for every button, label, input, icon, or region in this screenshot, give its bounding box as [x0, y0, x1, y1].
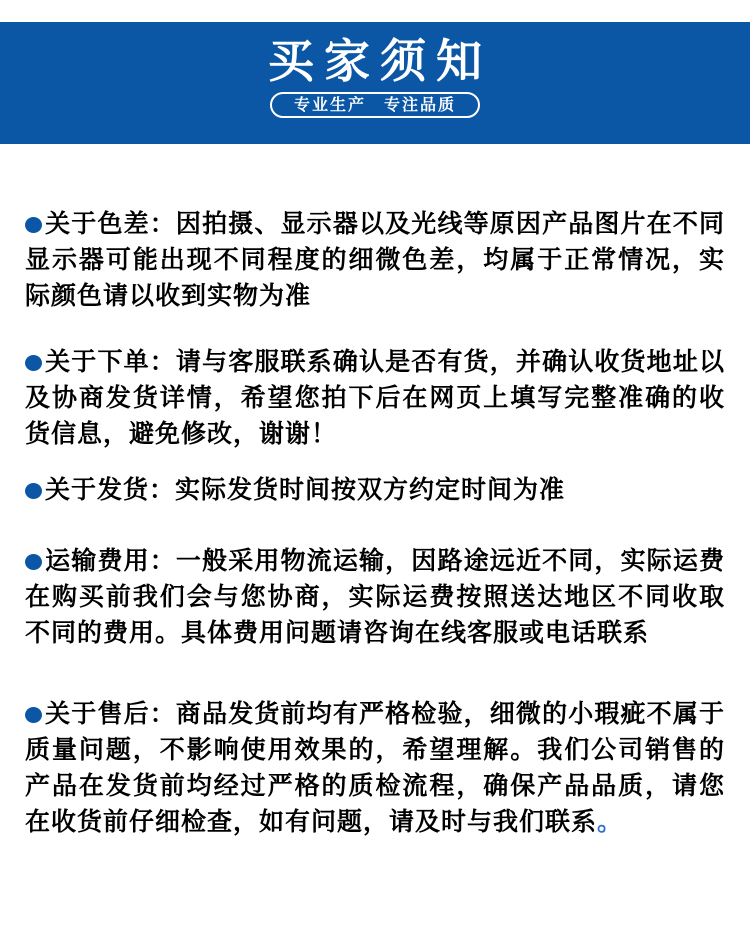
- notice-text: 关于下单：请与客服联系确认是否有货，并确认收货地址以及协商发货详情，希望您拍下后在网页上填写完整准确的收货信息，避免修改，谢谢！: [25, 348, 725, 448]
- notice-text: 运输费用：一般采用物流运输，因路途远近不同，实际运费在购买前我们会与您协商，实际运费按照送达地区不同收取不同的费用。具体费用问题请咨询在线客服或电话联系: [25, 547, 725, 647]
- notice-text: 关于发货：实际发货时间按双方约定时间为准: [45, 476, 566, 504]
- bullet-icon: [25, 554, 42, 570]
- header-banner: [0, 22, 750, 144]
- bullet-icon: [25, 707, 42, 723]
- notice-list: [0, 206, 750, 900]
- notice-ordering: [25, 344, 725, 452]
- notice-text: 关于色差：因拍摄、显示器以及光线等原因产品图片在不同显示器可能出现不同程度的细微色差，均属于正常情况，实际颜色请以收到实物为准: [25, 210, 725, 310]
- notice-after-sales: [25, 696, 725, 840]
- notice-freight-cost: [25, 543, 725, 651]
- bullet-icon: [25, 483, 42, 499]
- notice-text: 关于售后：商品发货前均有严格检验，细微的小瑕疵不属于质量问题，不影响使用效果的，希望理解。我们公司销售的产品在发货前均经过严格的质检流程，确保产品品质，请您在收货前仔细检查，如有问题，请及时与我们联系: [25, 700, 725, 836]
- notice-color-difference: [25, 206, 725, 314]
- page-title: 买家须知: [268, 35, 492, 87]
- subtitle-text: 专业生产 专注品质: [293, 97, 456, 114]
- bullet-icon: [25, 355, 42, 371]
- subtitle-pill: [270, 92, 480, 118]
- notice-shipping: [25, 472, 725, 508]
- bullet-icon: [25, 217, 42, 233]
- notice-suffix: 。: [597, 808, 624, 836]
